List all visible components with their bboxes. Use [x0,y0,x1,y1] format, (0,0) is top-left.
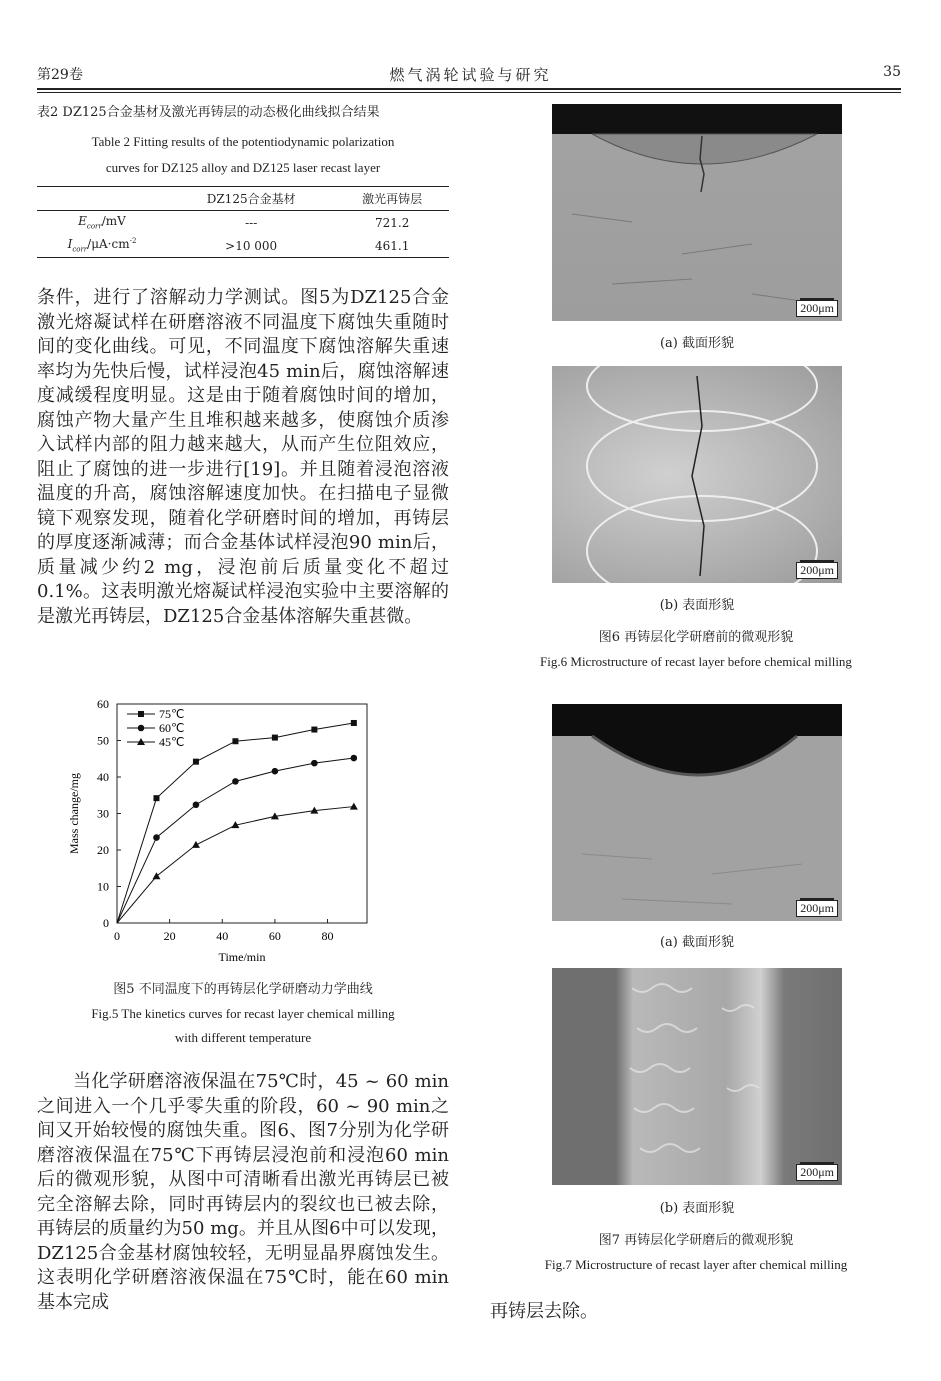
scale-bar: 200μm [796,562,838,579]
y-tick-label: 60 [97,697,109,711]
x-tick-label: 20 [163,929,176,943]
table-row [37,234,449,258]
x-tick-label: 80 [321,929,334,943]
y-axis-label: Mass change/mg [67,773,81,854]
fig6-caption [490,626,902,674]
y-tick-label: 50 [97,733,109,748]
x-tick-label: 0 [114,929,120,943]
table-row-label [37,211,167,235]
fig7-caption [490,1229,902,1277]
data-point-circle [351,755,358,762]
data-point-square [232,738,238,744]
fig5-caption-en-line2: with different temperature [174,1030,312,1045]
table-row-label [37,234,167,258]
fig6-caption-cn: 图6 再铸层化学研磨前的微观形貌 [598,630,794,645]
label-unit: /mV [101,214,126,229]
y-tick-label: 0 [103,916,109,930]
fig5-caption [37,978,449,1050]
journal-title: 燃气涡轮试验与研究 [389,66,552,84]
fig7a-micrograph [552,704,842,921]
data-point-square [311,727,317,733]
fig7-caption-en: Fig.7 Microstructure of recast layer after chemical milling [544,1257,848,1272]
header-rule-thin [37,92,901,93]
table-cell: >10 000 [167,234,335,258]
fig6a-sublabel: (a) 截面形貌 [659,336,735,351]
x-axis-label: Time/min [218,950,266,964]
data-point-square [272,735,278,741]
body-paragraph-2: 当化学研磨溶液保温在75℃时，45 ~ 60 min之间进入一个几乎零失重的阶段，60 ~ 90 min之间又开始较慢的腐蚀失重。图6、图7分别为化学研磨溶液保温在75℃下再铸层浸泡前和浸泡60 min后的微观形貌，从图中可清晰看出激光再铸层已被完全溶解去除，同时再铸层内的裂纹也已被去除，再铸层的质量约为50 mg。并且从图6中可以发现，DZ125合金基材腐蚀较轻，无明显晶界腐蚀发生。这表明化学研磨溶液保温在75℃时，能在60 min基本完成 [37,1071,449,1313]
data-point-circle [153,834,160,841]
fig7a-sublabel: (a) 截面形貌 [659,935,735,950]
fig5-chart [60,692,390,972]
data-point-square [193,759,199,765]
data-point-circle [272,768,279,775]
y-tick-label: 40 [97,770,109,784]
fig6b-sublabel: (b) 表面形貌 [659,598,735,613]
table-header-row [37,187,449,211]
header-rule [37,88,901,90]
label-symbol: I [67,237,73,252]
fig6-caption-en: Fig.6 Microstructure of recast layer before chemical milling [540,654,852,669]
body-paragraph-1: 条件，进行了溶解动力学测试。图5为DZ125合金激光熔凝试样在研磨溶液不同温度下腐蚀失重随时间的变化曲线。可见，不同温度下腐蚀溶解失重速率均为先快后慢，试样浸泡45 min后，腐蚀溶解速度减缓程度明显。这是由于随着腐蚀时间的增加，腐蚀产物大量产生且堆积越来越多，使腐蚀介质渗入试样内部的阻力越来越大，从而产生位阻效应，阻止了腐蚀的进一步进行[19]。并且随着浸泡溶液温度的升高，腐蚀溶解速度加快。在扫描电子显微镜下观察发现，随着化学研磨时间的增加，再铸层的厚度逐渐减薄；而合金基体试样浸泡90 min后，质量减少约2 mg，浸泡前后质量变化不超过0.1%。这表明激光熔凝试样浸泡实验中主要溶解的是激光再铸层，DZ125合金基体溶解失重甚微。 [37,287,449,627]
label-symbol: E [78,214,87,229]
fig7-caption-cn: 图7 再铸层化学研磨后的微观形貌 [598,1233,794,1248]
fig7b-micrograph [552,968,842,1185]
y-tick-label: 10 [97,879,109,894]
fig6b-surface-texture [552,366,842,583]
y-tick-label: 20 [97,843,109,857]
fig7a-cross-section-texture [552,704,842,921]
legend-label: 45℃ [159,735,185,749]
fig6a-micrograph [552,104,842,321]
data-point-circle [311,760,318,767]
scale-bar: 200μm [796,900,838,917]
table-cell: --- [245,215,258,230]
volume-label: 第29卷 [37,67,83,83]
legend-label: 60℃ [159,721,185,735]
label-subscript: corr [86,222,102,231]
label-superscript: -2 [129,237,137,246]
fig6a-cross-section-texture [552,104,842,321]
plot-frame [117,704,367,923]
table2-caption-en-line1: Table 2 Fitting results of the potentiodynamic polarization [91,134,395,149]
label-subscript: corr [72,245,88,254]
fig6b-micrograph [552,366,842,583]
table-cell: 721.2 [374,215,410,230]
chart-series [117,720,358,923]
fig7b-sublabel: (b) 表面形貌 [659,1201,735,1216]
scale-bar: 200μm [796,300,838,317]
data-point-square [153,795,159,801]
fig7b-surface-texture [552,968,842,1185]
x-tick-label: 60 [268,929,281,943]
chart-legend [127,707,184,749]
data-point-square [138,711,144,717]
table-col-header: 激光再铸层 [335,187,449,211]
data-point-square [351,720,357,726]
page-number: 35 [883,64,901,80]
x-tick-label: 40 [216,929,229,943]
scale-bar: 200μm [796,1164,838,1181]
body-paragraph-3: 再铸层去除。 [490,1301,598,1322]
data-point-triangle [350,803,358,810]
data-point-circle [193,801,200,808]
data-point-triangle [192,841,200,848]
table-col-header: DZ125合金基材 [167,187,335,211]
chart-axes [67,697,367,964]
table2 [37,186,449,258]
fig5-caption-en-line1: Fig.5 The kinetics curves for recast layer chemical milling [91,1006,395,1021]
table-cell: 461.1 [335,234,449,258]
table2-caption-en [37,129,449,181]
data-point-circle [138,725,145,732]
fig5-caption-cn: 图5 不同温度下的再铸层化学研磨动力学曲线 [113,982,373,997]
data-point-triangle [152,872,160,879]
table-row [37,211,449,235]
data-point-circle [232,778,239,785]
label-unit: /μA·cm [87,237,130,252]
legend-label: 75℃ [159,707,185,721]
y-tick-label: 30 [97,806,109,821]
table2-caption-en-line2: curves for DZ125 alloy and DZ125 laser recast layer [105,160,381,175]
table-corner-cell [37,187,167,211]
table2-caption-cn: 表2 DZ125合金基材及激光再铸层的动态极化曲线拟合结果 [37,105,380,120]
